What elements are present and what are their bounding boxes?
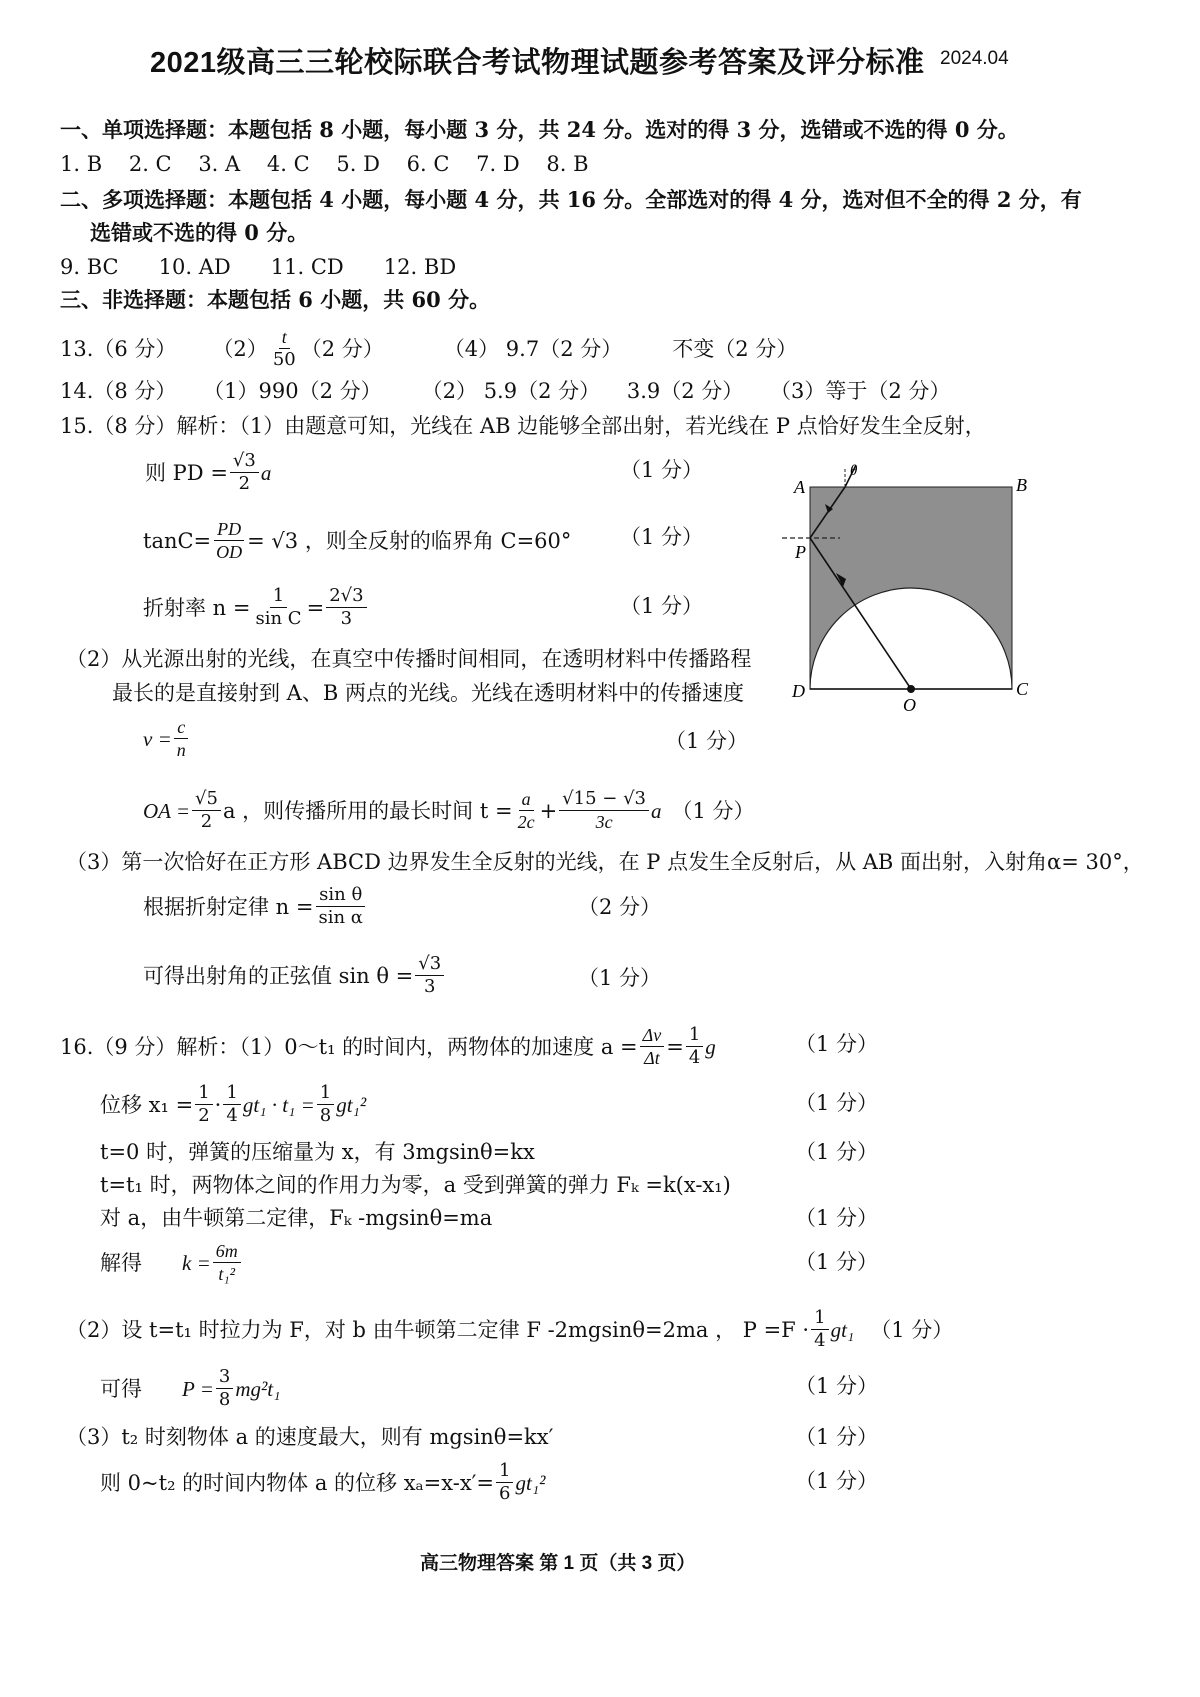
q15-score-1: （1 分） [620, 458, 704, 482]
point-o [907, 685, 915, 693]
q16-score-3: （1 分） [795, 1140, 879, 1164]
section-3-heading: 三、非选择题：本题包括 6 小题，共 60 分。 [60, 287, 491, 312]
q16-score-8: （1 分） [795, 1469, 879, 1493]
section-2-heading: 二、多项选择题：本题包括 4 小题，每小题 4 分，共 16 分。全部选对的得 4 分，选对但不全的得 2 分，有 [60, 187, 1082, 212]
q15-eq-snell: 根据折射定律 n = $\frac{\text{sin θ}}{\text{sin α}}$ [143, 884, 368, 929]
q13-part-2: （2） [212, 336, 268, 361]
q15-score-5: （2 分） [578, 895, 662, 919]
q15-eq-oa: OA = $\frac{√5}{2}$ a ，则传播所用的最长时间 t = $\frac{a}{2c}$ + $\frac{√15 - √3}{3c}$ a （1 分） [143, 788, 755, 832]
q16-score-4: （1 分） [795, 1206, 879, 1230]
section-1-answers: 1. B 2. C 3. A 4. C 5. D 6. C 7. D 8. B [60, 152, 589, 176]
label-c: C [1016, 679, 1029, 699]
q16-line-t1: t=t₁ 时，两物体之间的作用力为零，a 受到弹簧的弹力 Fₖ =k(x-x₁) [100, 1173, 731, 1197]
label-a: A [794, 477, 805, 497]
label-o: O [903, 695, 916, 715]
q16-score-6: （1 分） [795, 1374, 879, 1398]
q16-line-newton: 对 a，由牛顿第二定律，Fₖ -mgsinθ=ma [100, 1206, 493, 1230]
q15-eq-pd: 则 PD = $\frac{√3}{2}$ a [145, 450, 272, 494]
section-2-heading-cont: 选错或不选的得 0 分。 [90, 220, 309, 245]
label-theta: θ [850, 463, 858, 479]
exam-date: 2024.04 [940, 48, 1009, 69]
q13-number: 13.（6 分） [60, 336, 177, 361]
q15-eq-n: 折射率 n = $\frac{1}{\text{sin C}}$ = $\frac{2√3}{3}$ [143, 585, 369, 630]
q16-eq-p: 可得 P = $\frac{3}{8}$ mg²t₁ [100, 1366, 281, 1410]
q16-eq-xa: 则 0~t₂ 的时间内物体 a 的位移 xₐ=x-x′= $\frac{1}{6}$ gt₁² [100, 1460, 546, 1504]
q15-part-3: （3）第一次恰好在正方形 ABCD 边界发生全反射的光线，在 P 点发生全反射后，从 AB 面出射，入射角α= 30°， [66, 850, 1144, 874]
q16-score-1: （1 分） [795, 1032, 879, 1056]
question-13 [60, 326, 797, 371]
page-footer: 高三物理答案 第 1 页（共 3 页） [420, 1553, 696, 1574]
q13-part-5: 不变（2 分） [672, 336, 798, 361]
q16-part-3: （3）t₂ 时刻物体 a 的速度最大，则有 mgsinθ=kx′ [66, 1425, 554, 1449]
q16-line-t0: t=0 时，弹簧的压缩量为 x，有 3mgsinθ=kx [100, 1140, 535, 1164]
label-p: P [795, 542, 806, 562]
q15-eq-tanc: tanC= $\frac{PD}{OD}$ = √3 ，则全反射的临界角 C=60° [143, 519, 572, 562]
label-b: B [1016, 475, 1027, 495]
q13-score: （2 分） [300, 336, 384, 361]
section-2-answers: 9. BC 10. AD 11. CD 12. BD [60, 255, 457, 279]
q16-intro: 16.（9 分）解析：（1）0～t₁ 的时间内，两物体的加速度 a = $\frac{\Delta v}{\Delta t}$ = $\frac{1}{4}$ g [60, 1024, 716, 1068]
label-d: D [792, 681, 805, 701]
q15-score-2: （1 分） [620, 525, 704, 549]
q15-part-2-line2: 最长的是直接射到 A、B 两点的光线。光线在透明材料中的传播速度 [112, 681, 744, 705]
q13-part-4: （4） 9.7（2 分） [443, 336, 623, 361]
q15-intro: 15.（8 分）解析：（1）由题意可知，光线在 AB 边能够全部出射，若光线在 P 点恰好发生全反射， [60, 414, 986, 438]
q15-score-3: （1 分） [620, 594, 704, 618]
q16-score-5: （1 分） [795, 1250, 879, 1274]
q16-score-2: （1 分） [795, 1091, 879, 1115]
q15-part-2-line1: （2）从光源出射的光线，在真空中传播时间相同，在透明材料中传播路程 [66, 647, 752, 671]
q15-eq-v: v = $\frac{c}{n}$ [143, 716, 191, 761]
page-title: 2021级高三三轮校际联合考试物理试题参考答案及评分标准 [150, 47, 925, 79]
q15-eq-sintheta: 可得出射角的正弦值 sin θ = $\frac{√3}{3}$ [143, 953, 446, 998]
q15-score-4: （1 分） [665, 729, 749, 753]
q16-part-2: （2）设 t=t₁ 时拉力为 F，对 b 由牛顿第二定律 F -2mgsinθ=2ma ， P =F · $\frac{1}{4}$ gt₁ （1 分） [66, 1307, 954, 1351]
q15-score-6: （1 分） [578, 966, 662, 990]
question-14: 14.（8 分） （1）990（2 分） （2） 5.9（2 分） 3.9（2 分） （3）等于（2 分） [60, 379, 951, 403]
q16-eq-x1: 位移 x₁ = $\frac{1}{2}$ · $\frac{1}{4}$ gt₁ · t₁ = $\frac{1}{8}$ gt₁² [100, 1082, 367, 1126]
q16-score-7: （1 分） [795, 1425, 879, 1449]
q13-fraction: $\frac{t}{50}$ [272, 327, 296, 370]
optics-diagram [770, 455, 1050, 725]
q16-eq-k: 解得 k = $\frac{6m}{\text{t₁²}}$ [100, 1240, 243, 1285]
section-1-heading: 一、单项选择题：本题包括 8 小题，每小题 3 分，共 24 分。选对的得 3 分，选错或不选的得 0 分。 [60, 117, 1019, 142]
